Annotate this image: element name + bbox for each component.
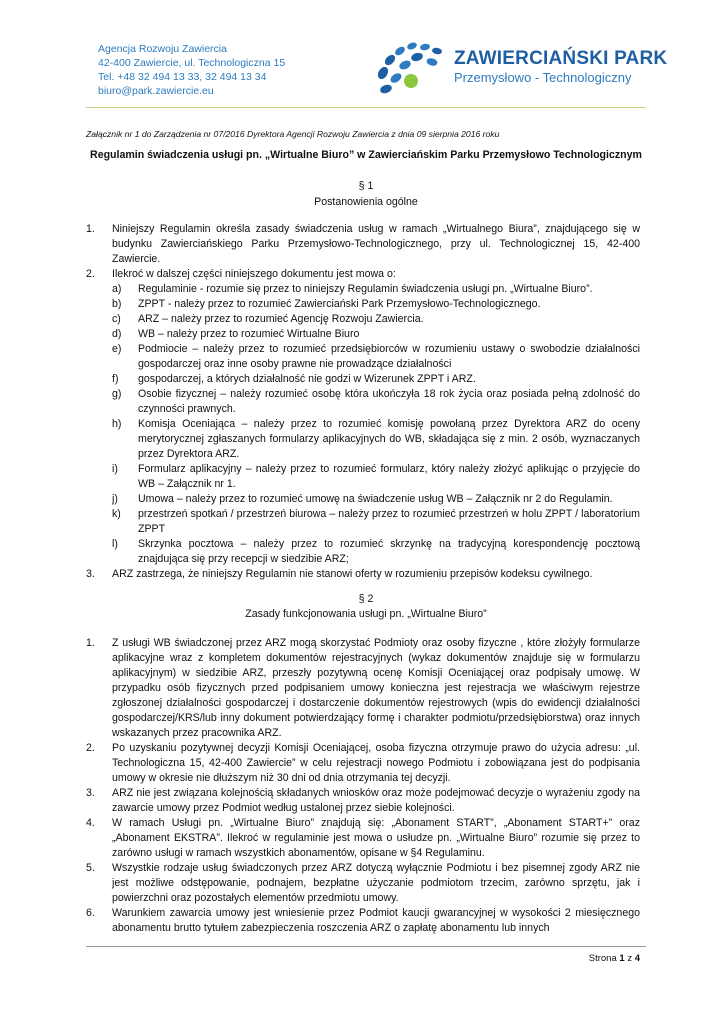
sub-item <box>112 492 640 507</box>
sub-letter: e) <box>112 343 122 355</box>
sub-item <box>112 387 640 417</box>
sub-text: Regulaminie - rozumie się przez to niniejszy Regulamin świadczenia usługi pn. „Wirtualne Biuro”. <box>138 283 593 295</box>
org-name: Agencja Rozwoju Zawiercia <box>98 43 227 55</box>
sub-item <box>112 282 640 297</box>
list-item <box>86 816 640 861</box>
footer-divider <box>86 946 646 947</box>
sub-text: Skrzynka pocztowa – należy przez to rozumieć skrzynkę na tradycyjną korespondencję pocztową znajdująca się przy recepcji w siedzibie ARZ; <box>138 538 640 565</box>
logo-title: ZAWIERCIAŃSKI PARK <box>454 48 668 69</box>
header-contact <box>98 42 285 98</box>
sub-text: Umowa – należy przez to rozumieć umowę na świadczenie usług WB – Załącznik nr 2 do Regulamin. <box>138 493 613 505</box>
item-text: Po uzyskaniu pozytywnej decyzji Komisji Oceniającej, osoba fizyczna otrzymuje prawo do użycia adresu: „ul. Technologiczna 15, 42-400 Zawiercie” w celu rejestracji nowego Podmiotu i zobowiązana jest do podpisania umowy w okresie nie dłuższym niż 30 dni od dnia otrzymania tej decyzji. <box>112 742 640 784</box>
item-number: 3. <box>86 568 95 580</box>
page-of: z <box>627 953 633 964</box>
sub-letter: k) <box>112 508 121 520</box>
sub-letter: h) <box>112 418 122 430</box>
sub-letter: i) <box>112 463 118 475</box>
sub-item <box>112 462 640 492</box>
logo-subtitle: Przemysłowo - Technologiczny <box>454 70 632 85</box>
dots-logo-icon <box>372 40 448 98</box>
section2-heading: Zasady funkcjonowania usługi pn. „Wirtualne Biuro” <box>245 608 487 620</box>
section1-list <box>86 222 640 582</box>
sub-letter: l) <box>112 538 118 550</box>
item-text: W ramach Usługi pn. „Wirtualne Biuro” znajdują się: „Abonament START”, „Abonament START+” oraz „Abonament EKSTRA”. Ilekroć w regulaminie jest mowa o usłudze pn. „Wirtualne Biuro” rozumie się przez to zarówno usługi w ramach wszystkich abonamentów, opisane w §4 Regulaminu. <box>112 817 640 859</box>
item-text: Niniejszy Regulamin określa zasady świadczenia usług w ramach „Wirtualnego Biura”, znajdującego się w budynku Zawierciańskiego Parku Przemysłowo-Technologicznego, przy ul. Technologicznej 15, 42-400 Zawiercie. <box>112 223 640 265</box>
org-phone: Tel. +48 32 494 13 33, 32 494 13 34 <box>98 71 267 83</box>
sub-letter: g) <box>112 388 122 400</box>
list-item <box>86 267 640 567</box>
item-text: Wszystkie rodzaje usług świadczonych przez ARZ dotyczą wyłącznie Podmiotu i bez pisemnej zgody ARZ nie jest możliwe odstępowanie, podnajem, bezpłatne użyczanie podmiotom trzecim, zarówno sprzętu, jak i powierzchni oraz pozostałych elementów przedmiotu umowy. <box>112 862 640 904</box>
item-number: 2. <box>86 742 95 754</box>
item-number: 1. <box>86 223 95 235</box>
item-text: Z usługi WB świadczonej przez ARZ mogą skorzystać Podmioty oraz osoby fizyczne , które złożyły formularze aplikacyjne wraz z kompletem dokumentów rejestracyjnych (wykaz dokumentów znajduje się w formularzu aplikacyjnym) w siedzibie ARZ, przeszły pozytywną ocenę Komisji Oceniającej oraz podpisały umowę. W przypadku osób fizycznych przed podpisaniem umowy konieczna jest rejestracja we właściwym rejestrze zgłoszonej działalności gospodarczej i dostarczenie dokumentów rejestrowych (wpis do ewidencji działalności gospodarczej/KRS/lub inny dokument potwierdzający formę i charakter podmiotu/przedsiębiorstwa) oraz innych wskazanych przez pracownika ARZ. <box>112 637 640 739</box>
item-number: 3. <box>86 787 95 799</box>
section2-list <box>86 636 640 936</box>
sub-item <box>112 327 640 342</box>
page-total: 4 <box>634 953 640 964</box>
sub-item <box>112 417 640 462</box>
list-item <box>86 861 640 906</box>
page-indicator <box>589 953 640 964</box>
item-text: ARZ nie jest związana kolejnością składanych wniosków oraz może podejmować decyzje o wyrażeniu zgody na zawarcie umowy przez Podmiot według ustalonej przez siebie kolejności. <box>112 787 640 814</box>
annex-note: Załącznik nr 1 do Zarządzenia nr 07/2016 Dyrektora Agencji Rozwoju Zawiercia z dnia 09 sierpnia 2016 roku <box>86 129 500 139</box>
item-text: Ilekroć w dalszej części niniejszego dokumentu jest mowa o: <box>112 268 396 280</box>
page-label: Strona <box>588 953 617 964</box>
park-logo <box>372 40 668 98</box>
sub-letter: d) <box>112 328 122 340</box>
header-divider <box>86 107 646 108</box>
section2-number: § 2 <box>358 593 374 605</box>
item-number: 2. <box>86 268 95 280</box>
sub-item <box>112 342 640 372</box>
sub-text: przestrzeń spotkań / przestrzeń biurowa – należy przez to rozumieć przestrzeń w holu ZPPT / laboratorium ZPPT <box>138 508 640 535</box>
org-address: 42-400 Zawiercie, ul. Technologiczna 15 <box>98 57 286 69</box>
item-number: 6. <box>86 907 95 919</box>
sub-item <box>112 372 640 387</box>
item-number: 4. <box>86 817 95 829</box>
list-item <box>86 567 640 582</box>
section1-heading: Postanowienia ogólne <box>314 196 418 208</box>
section1-number: § 1 <box>358 180 374 192</box>
sub-text: Osobie fizycznej – należy rozumieć osobę która ukończyła 18 rok życia oraz posiada pełną zdolność do czynności prawnych. <box>138 388 640 415</box>
list-item <box>86 636 640 741</box>
item-number: 1. <box>86 637 95 649</box>
sub-letter: a) <box>112 283 122 295</box>
sub-letter: b) <box>112 298 122 310</box>
sub-text: ARZ – należy przez to rozumieć Agencję Rozwoju Zawiercia. <box>138 313 424 325</box>
sub-text: Podmiocie – należy przez to rozumieć przedsiębiorców w rozumieniu ustawy o swobodzie działalności gospodarczej oraz inne osoby prawne nie prowadzące działalności <box>138 343 640 370</box>
sub-letter: f) <box>112 373 119 385</box>
sub-letter: c) <box>112 313 121 325</box>
list-item <box>86 741 640 786</box>
list-item <box>86 222 640 267</box>
item-text: ARZ zastrzega, że niniejszy Regulamin nie stanowi oferty w rozumieniu przepisów kodeksu cywilnego. <box>112 568 593 580</box>
sub-text: ZPPT - należy przez to rozumieć Zawierciański Park Przemysłowo-Technologicznego. <box>138 298 541 310</box>
sub-text: Formularz aplikacyjny – należy przez to rozumieć formularz, który należy złożyć aplikując o przyjęcie do WB – Załącznik nr 1. <box>138 463 640 490</box>
page-current: 1 <box>619 953 625 964</box>
list-item <box>86 786 640 816</box>
item-text: Warunkiem zawarcia umowy jest wniesienie przez Podmiot kaucji gwarancyjnej w wysokości 2 miesięcznego abonamentu brutto tytułem zabezpieczenia roszczenia ARZ o zapłatę abonamentu lub innych <box>112 907 640 934</box>
sub-text: gospodarczej, a których działalność nie godzi w Wizerunek ZPPT i ARZ. <box>138 373 476 385</box>
sub-item <box>112 507 640 537</box>
sub-text: WB – należy przez to rozumieć Wirtualne Biuro <box>138 328 360 340</box>
sub-item <box>112 297 640 312</box>
org-email: biuro@park.zawiercie.eu <box>98 85 214 97</box>
sub-item <box>112 537 640 567</box>
sub-text: Komisja Oceniająca – należy przez to rozumieć komisję powołaną przez Dyrektora ARZ do oceny merytorycznej zgłaszanych formularzy aplikacyjnych do WB, składająca się z min. 2 osób, wyznaczanych przez Dyrektora ARZ. <box>138 418 640 460</box>
list-item <box>86 906 640 936</box>
document-title: Regulamin świadczenia usługi pn. „Wirtualne Biuro” w Zawierciańskim Parku Przemysłowo Technologicznym <box>90 149 642 161</box>
item-number: 5. <box>86 862 95 874</box>
sub-letter: j) <box>112 493 118 505</box>
sub-item <box>112 312 640 327</box>
